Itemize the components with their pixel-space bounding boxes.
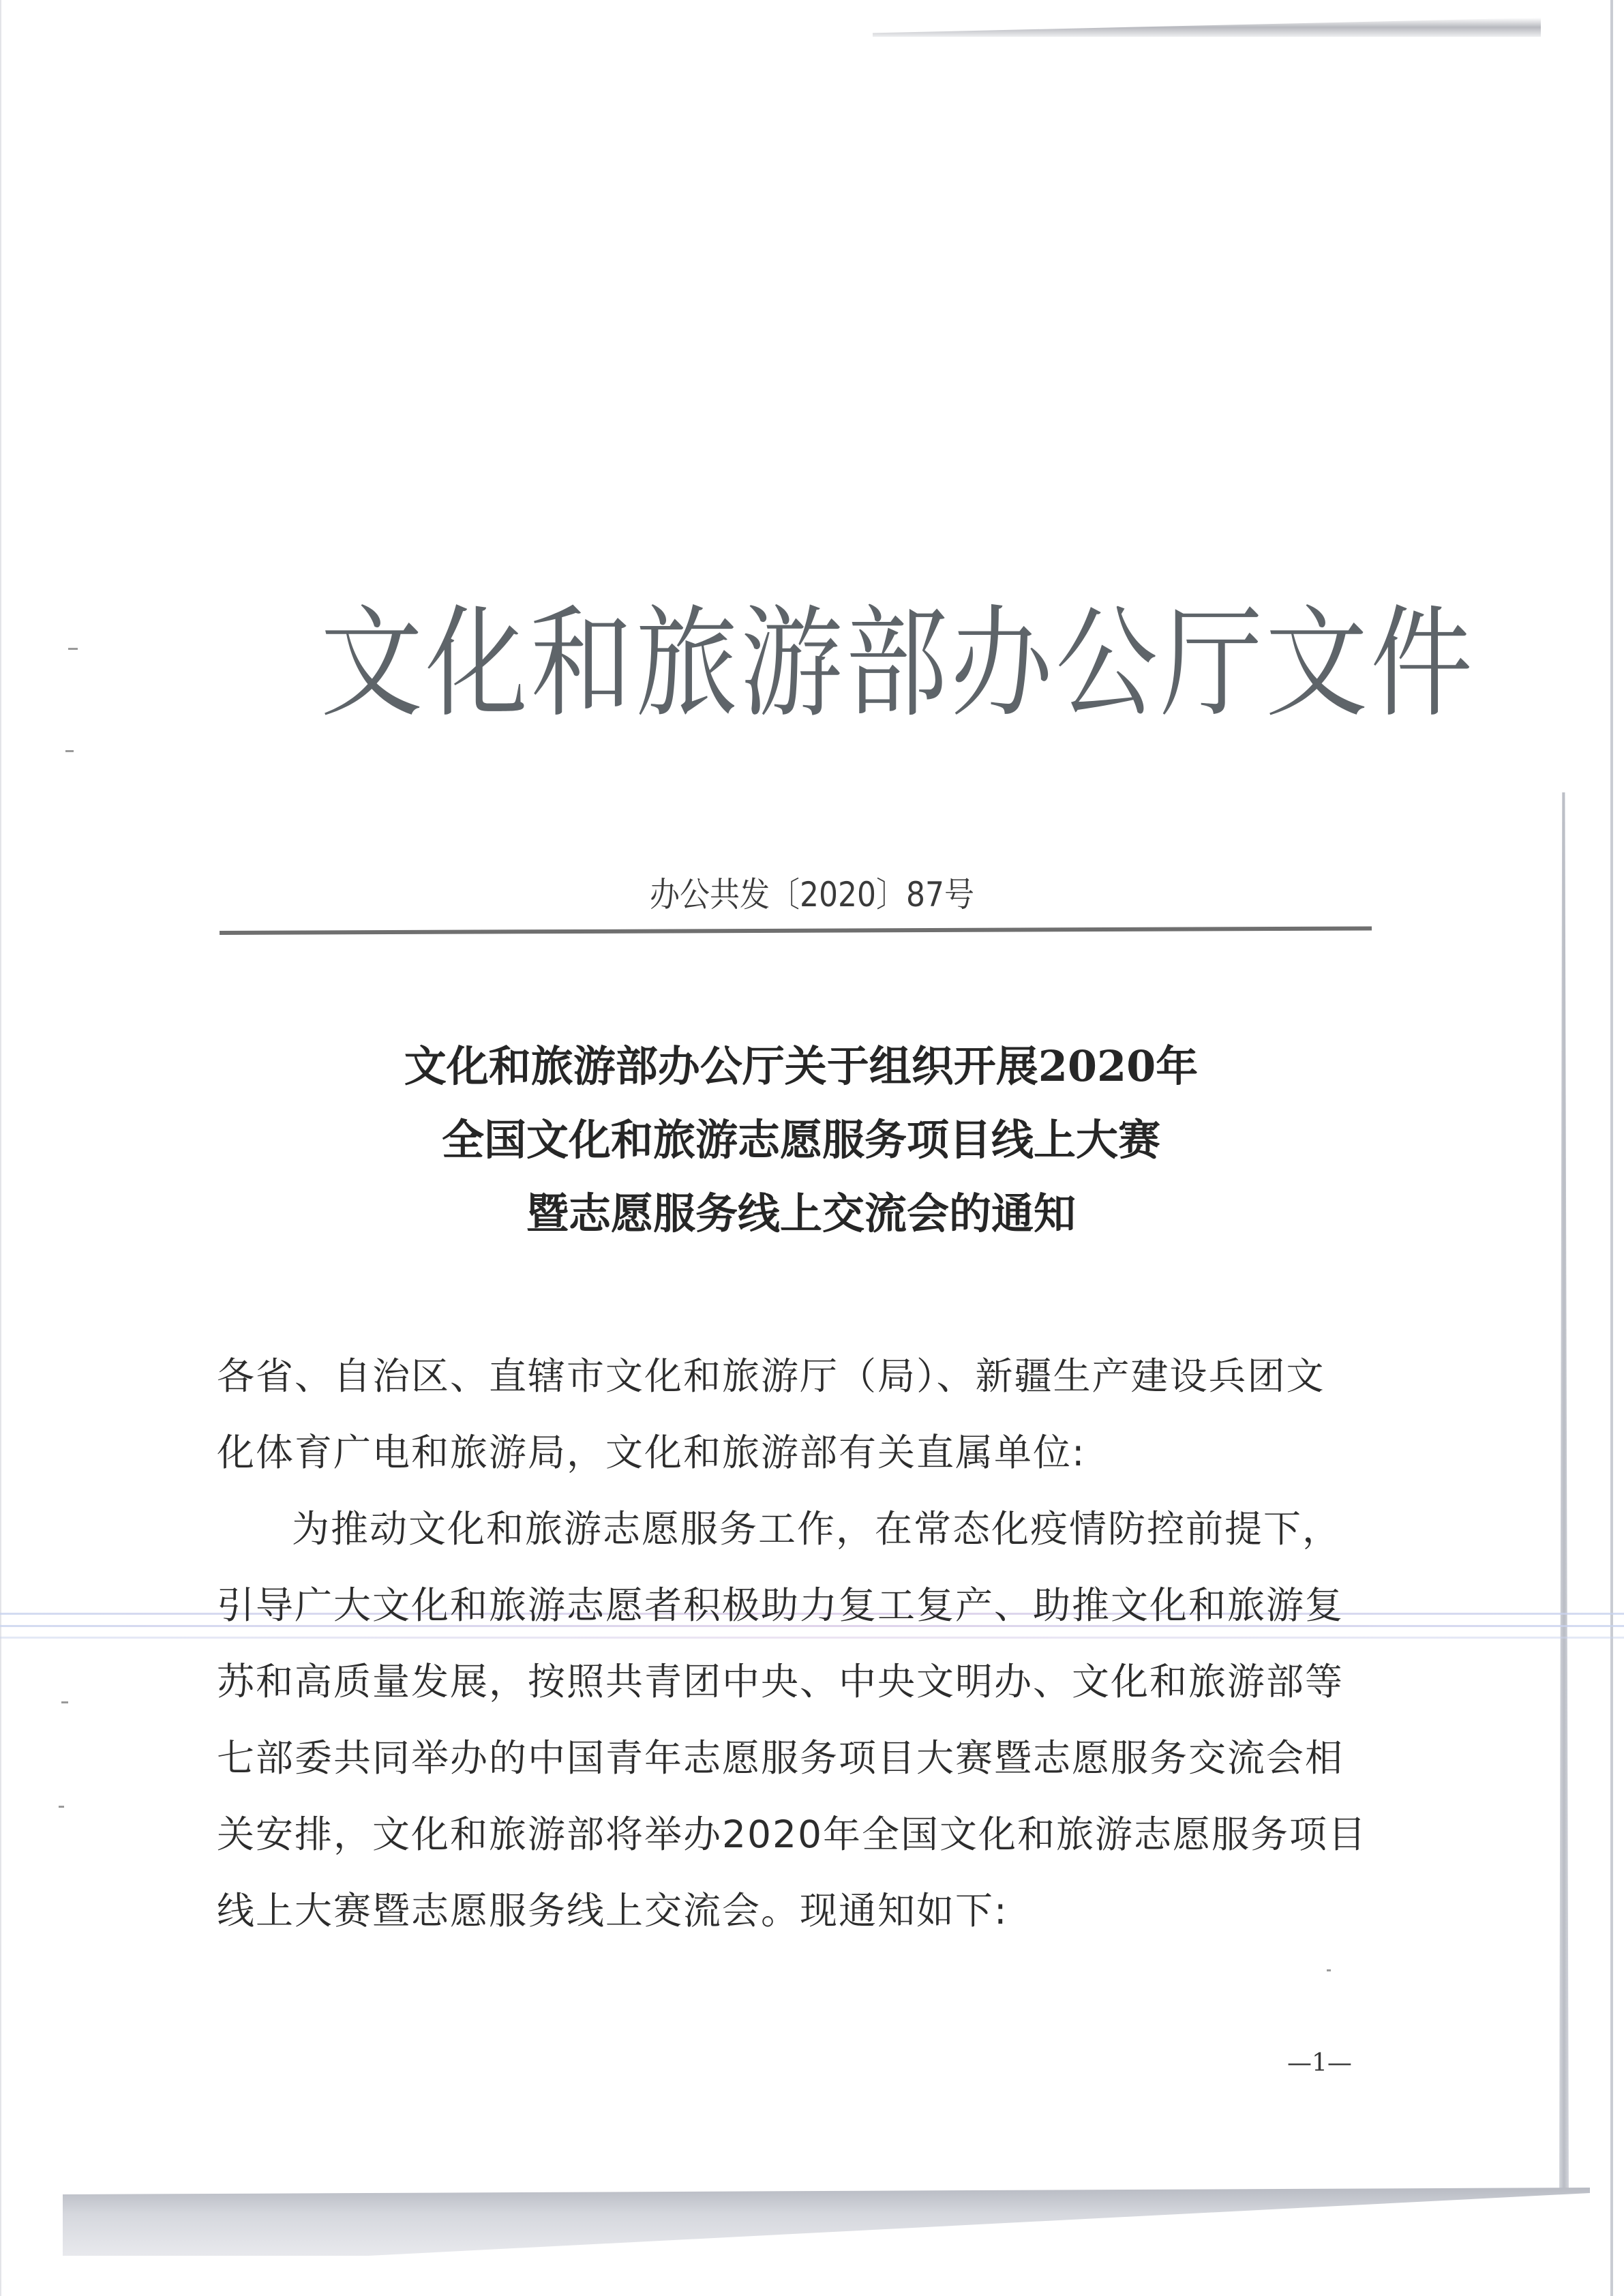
scan-speck — [61, 1701, 68, 1703]
scan-speck — [59, 1806, 64, 1808]
salutation-line: 各省、自治区、直辖市文化和旅游厅（局）、新疆生产建设兵团文 — [217, 1354, 1325, 1398]
page-edge-left — [0, 0, 1, 2296]
document-body — [217, 1338, 1376, 1949]
paragraph-line: 关安排，文化和旅游部将举办2020年全国文化和旅游志愿服务项目 — [217, 1813, 1367, 1856]
page-number: —1— — [1287, 2049, 1352, 2077]
title-line: 暨志愿服务线上交流会的通知 — [526, 1189, 1076, 1238]
paragraph-line: 线上大赛暨志愿服务线上交流会。现通知如下: — [217, 1889, 1008, 1933]
scan-speck — [68, 648, 78, 650]
scan-shadow-top — [873, 18, 1541, 37]
salutation-line: 化体育广电和旅游局，文化和旅游部有关直属单位: — [217, 1431, 1086, 1474]
scan-speck — [65, 750, 74, 752]
document-title — [205, 1030, 1398, 1251]
paragraph-line: 引导广大文化和旅游志愿者积极助力复工复产、助推文化和旅游复 — [217, 1583, 1344, 1627]
scan-shadow-right — [1559, 792, 1569, 2190]
page-edge-right — [1610, 0, 1613, 2296]
paragraph-line: 七部委共同举办的中国青年志愿服务项目大赛暨志愿服务交流会相 — [217, 1736, 1344, 1780]
title-line: 全国文化和旅游志愿服务项目线上大赛 — [441, 1115, 1160, 1165]
scan-shadow-bottom — [63, 2188, 1590, 2256]
document-masthead: 文化和旅游部办公厅文件 — [320, 594, 1476, 734]
document-number: 办公共发〔2020〕87号 — [650, 875, 974, 914]
title-line: 文化和旅游部办公厅关于组织开展2020年 — [404, 1041, 1199, 1091]
paragraph-line: 苏和高质量发展，按照共青团中央、中央文明办、文化和旅游部等 — [217, 1660, 1344, 1703]
scan-speck — [1327, 1969, 1331, 1971]
paragraph-line: 为推动文化和旅游志愿服务工作，在常态化疫情防控前提下， — [292, 1507, 1342, 1551]
header-divider — [220, 927, 1372, 935]
